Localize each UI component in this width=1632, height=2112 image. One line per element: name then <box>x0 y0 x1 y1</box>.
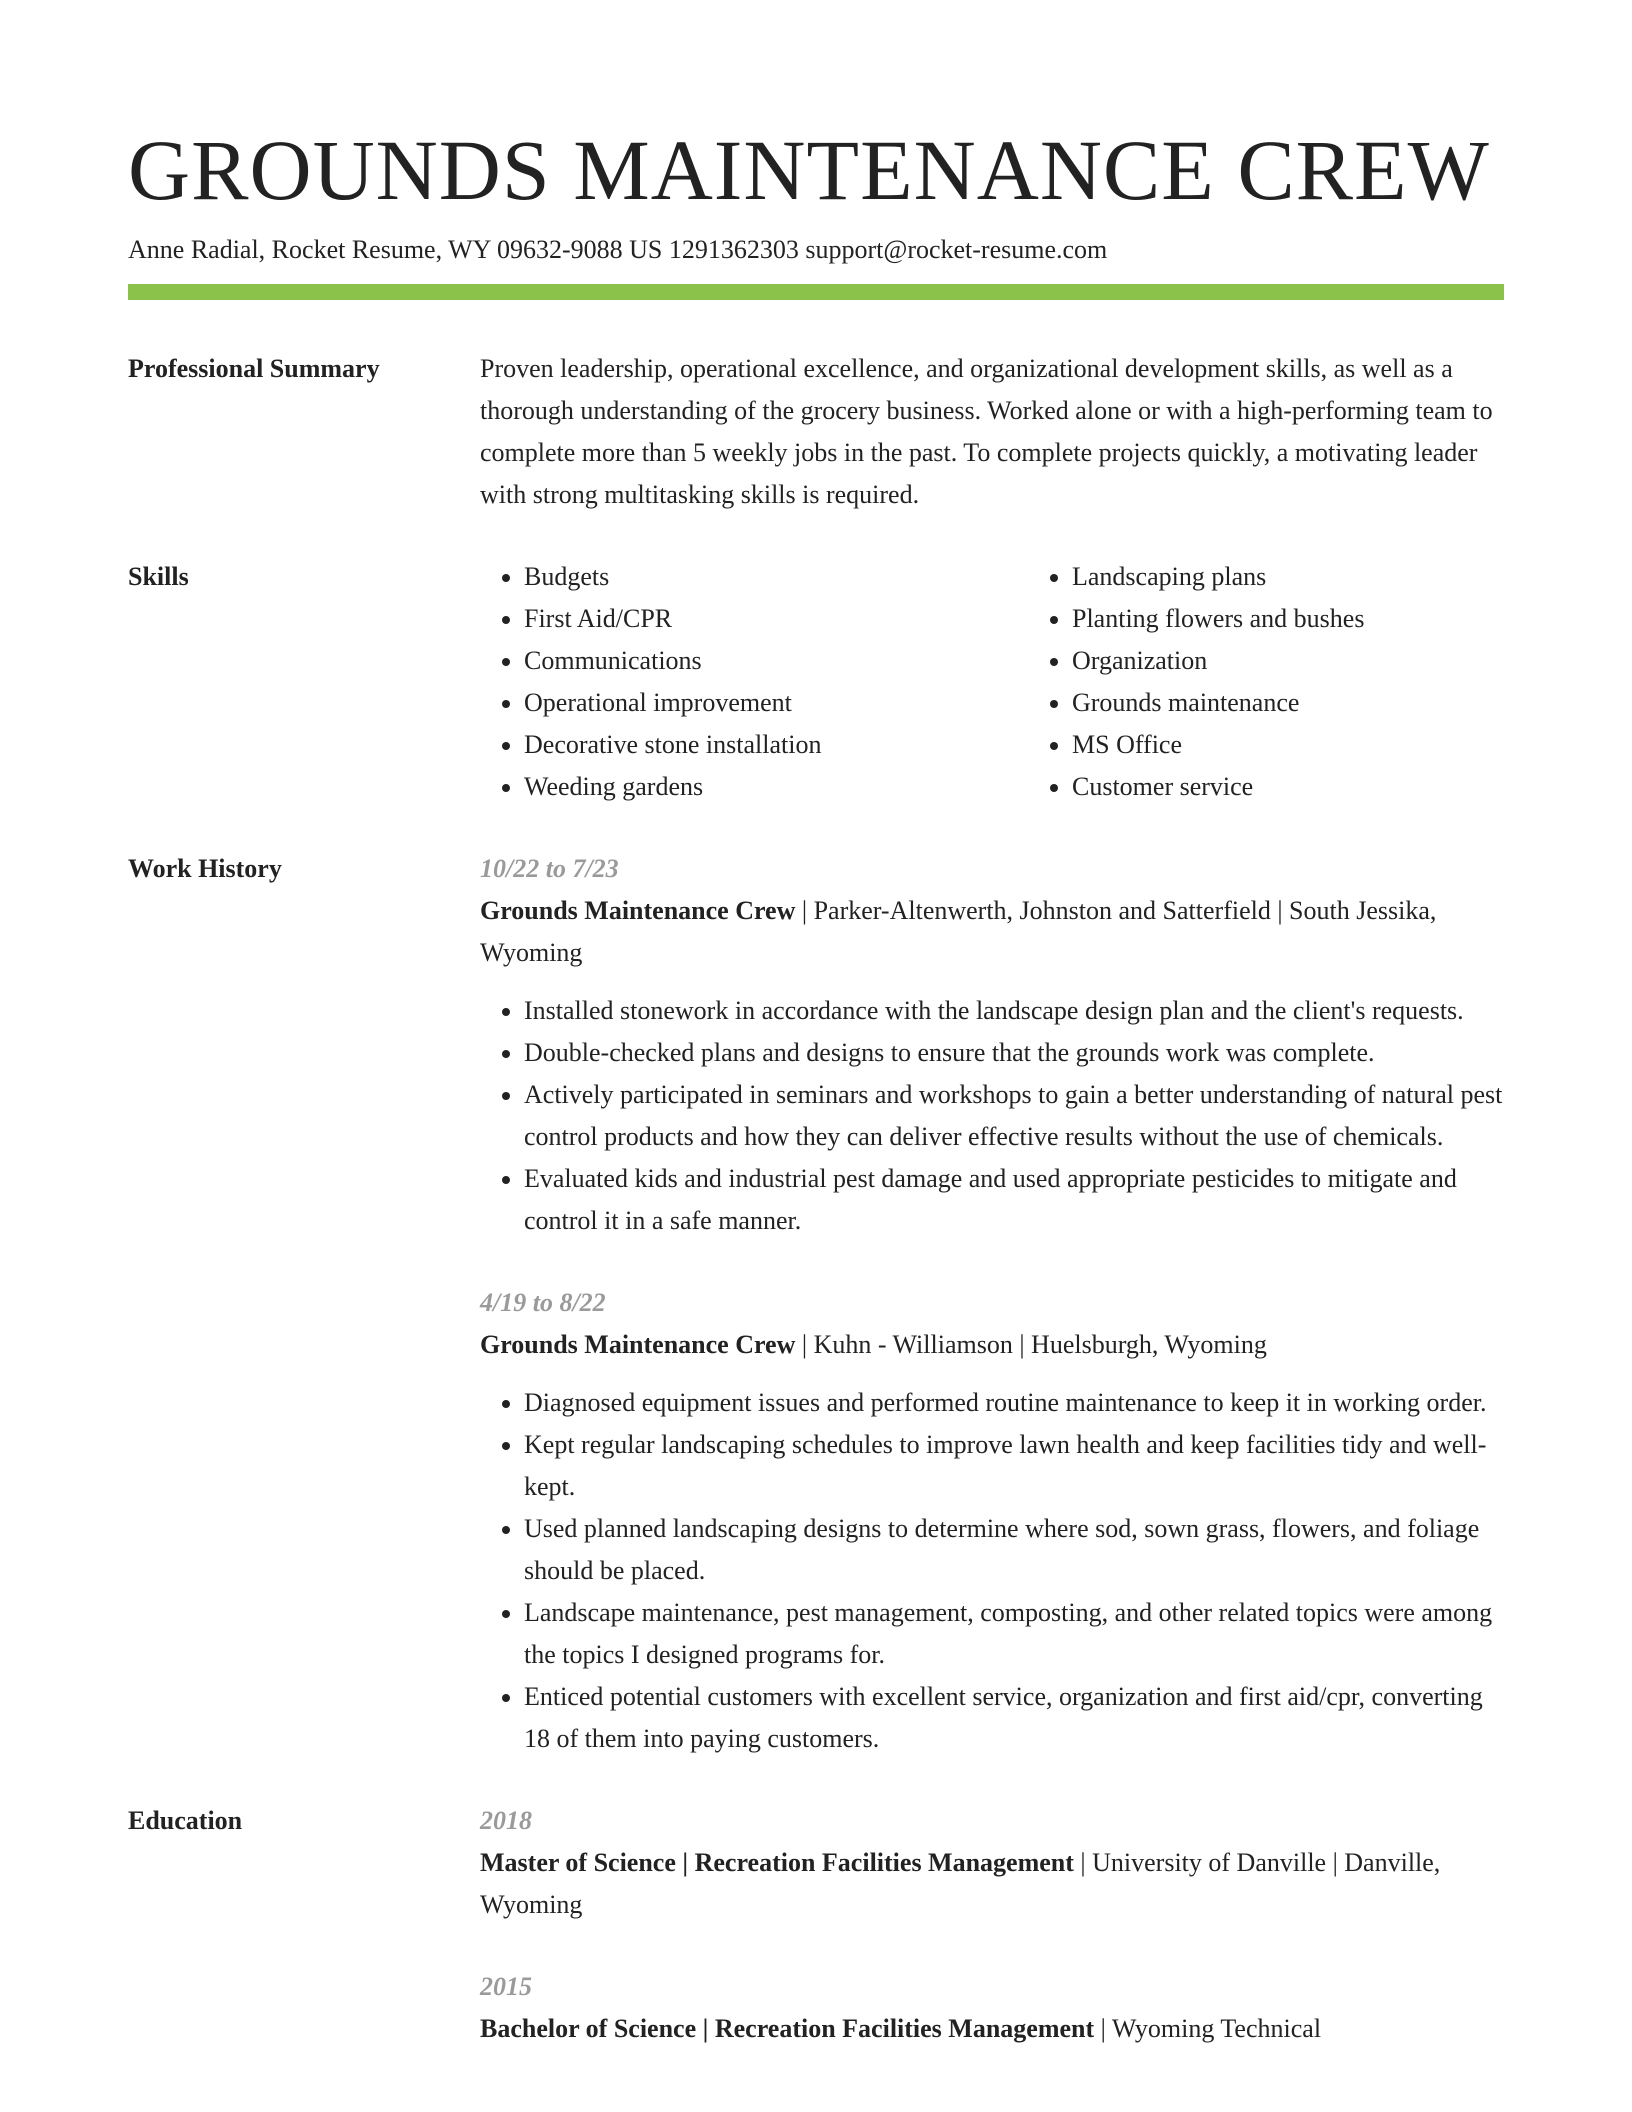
summary-heading: Professional Summary <box>128 354 380 383</box>
accent-divider <box>128 284 1504 300</box>
skills-section <box>128 556 1504 808</box>
job-bullet: • Installed stonework in accordance with the landscape design plan and the client's requests. <box>524 990 1504 1032</box>
summary-section <box>128 348 1504 516</box>
job-dates: 4/19 to 8/22 <box>480 1288 606 1317</box>
skill-item: • Communications <box>524 640 1028 682</box>
education-entry <box>480 1800 1504 1926</box>
education-heading: Education <box>128 1806 243 1835</box>
work-history-heading: Work History <box>128 854 282 883</box>
resume-title: GROUNDS MAINTENANCE CREW <box>128 122 1490 218</box>
job-bullets <box>480 990 1504 1242</box>
job-entry <box>480 1282 1504 1760</box>
job-bullet: • Actively participated in seminars and workshops to gain a better understanding of natural pest control products and how they can deliver effective results without the use of chemicals. <box>524 1074 1504 1158</box>
skill-item: • Organization <box>1072 640 1576 682</box>
skill-item: • Landscaping plans <box>1072 556 1576 598</box>
job-heading <box>480 890 1504 974</box>
education-heading-line <box>480 1842 1504 1926</box>
job-entry <box>480 848 1504 1242</box>
skill-item: • Customer service <box>1072 766 1576 808</box>
contact-line: Anne Radial, Rocket Resume, WY 09632-9088 US 1291362303 support@rocket-resume.com <box>128 235 1108 264</box>
education-heading-line <box>480 2008 1504 2050</box>
job-bullet: • Diagnosed equipment issues and performed routine maintenance to keep it in working order. <box>524 1382 1504 1424</box>
job-dates: 10/22 to 7/23 <box>480 854 619 883</box>
job-bullet: • Used planned landscaping designs to determine where sod, sown grass, flowers, and foliage should be placed. <box>524 1508 1504 1592</box>
skills-heading: Skills <box>128 562 189 591</box>
skill-item: • Operational improvement <box>524 682 1028 724</box>
job-bullet: • Kept regular landscaping schedules to improve lawn health and keep facilities tidy and well-kept. <box>524 1424 1504 1508</box>
skill-item: • Weeding gardens <box>524 766 1028 808</box>
school-details: | Wyoming Technical <box>1094 2014 1322 2043</box>
job-heading <box>480 1324 1504 1366</box>
education-year: 2015 <box>480 1972 532 2001</box>
work-history-section <box>128 848 1504 1760</box>
skill-item: • First Aid/CPR <box>524 598 1028 640</box>
skills-list-right <box>1028 556 1576 808</box>
job-bullet: • Double-checked plans and designs to ensure that the grounds work was complete. <box>524 1032 1504 1074</box>
education-entry <box>480 1966 1504 2050</box>
job-title: Grounds Maintenance Crew <box>480 896 796 925</box>
skill-item: • Grounds maintenance <box>1072 682 1576 724</box>
education-year: 2018 <box>480 1806 532 1835</box>
job-title: Grounds Maintenance Crew <box>480 1330 796 1359</box>
job-employer: | Kuhn - Williamson | Huelsburgh, Wyoming <box>795 1330 1267 1359</box>
degree-title: Master of Science | Recreation Facilities Management <box>480 1848 1074 1877</box>
education-section <box>128 1800 1504 2050</box>
job-bullet: • Enticed potential customers with excellent service, organization and first aid/cpr, converting 18 of them into paying customers. <box>524 1676 1504 1760</box>
skills-list-left <box>480 556 1028 808</box>
skill-item: • Decorative stone installation <box>524 724 1028 766</box>
summary-text: Proven leadership, operational excellence, and organizational development skills, as well as a thorough understanding of the grocery business. Worked alone or with a high-performing team to complete more than 5 weekly jobs in the past. To complete projects quickly, a motivating leader with strong multitasking skills is required. <box>480 354 1493 509</box>
job-bullet: • Evaluated kids and industrial pest damage and used appropriate pesticides to mitigate and control it in a safe manner. <box>524 1158 1504 1242</box>
resume-page <box>128 120 1504 2050</box>
degree-title: Bachelor of Science | Recreation Facilities Management <box>480 2014 1095 2043</box>
school-details: | University of Danville | Danville, Wyoming <box>480 1848 1441 1919</box>
job-employer: | Parker-Altenwerth, Johnston and Satterfield | South Jessika, Wyoming <box>480 896 1437 967</box>
job-bullets <box>480 1382 1504 1760</box>
job-bullet: • Landscape maintenance, pest management, composting, and other related topics were among the topics I designed programs for. <box>524 1592 1504 1676</box>
skill-item: • Planting flowers and bushes <box>1072 598 1576 640</box>
skill-item: • MS Office <box>1072 724 1576 766</box>
skill-item: • Budgets <box>524 556 1028 598</box>
